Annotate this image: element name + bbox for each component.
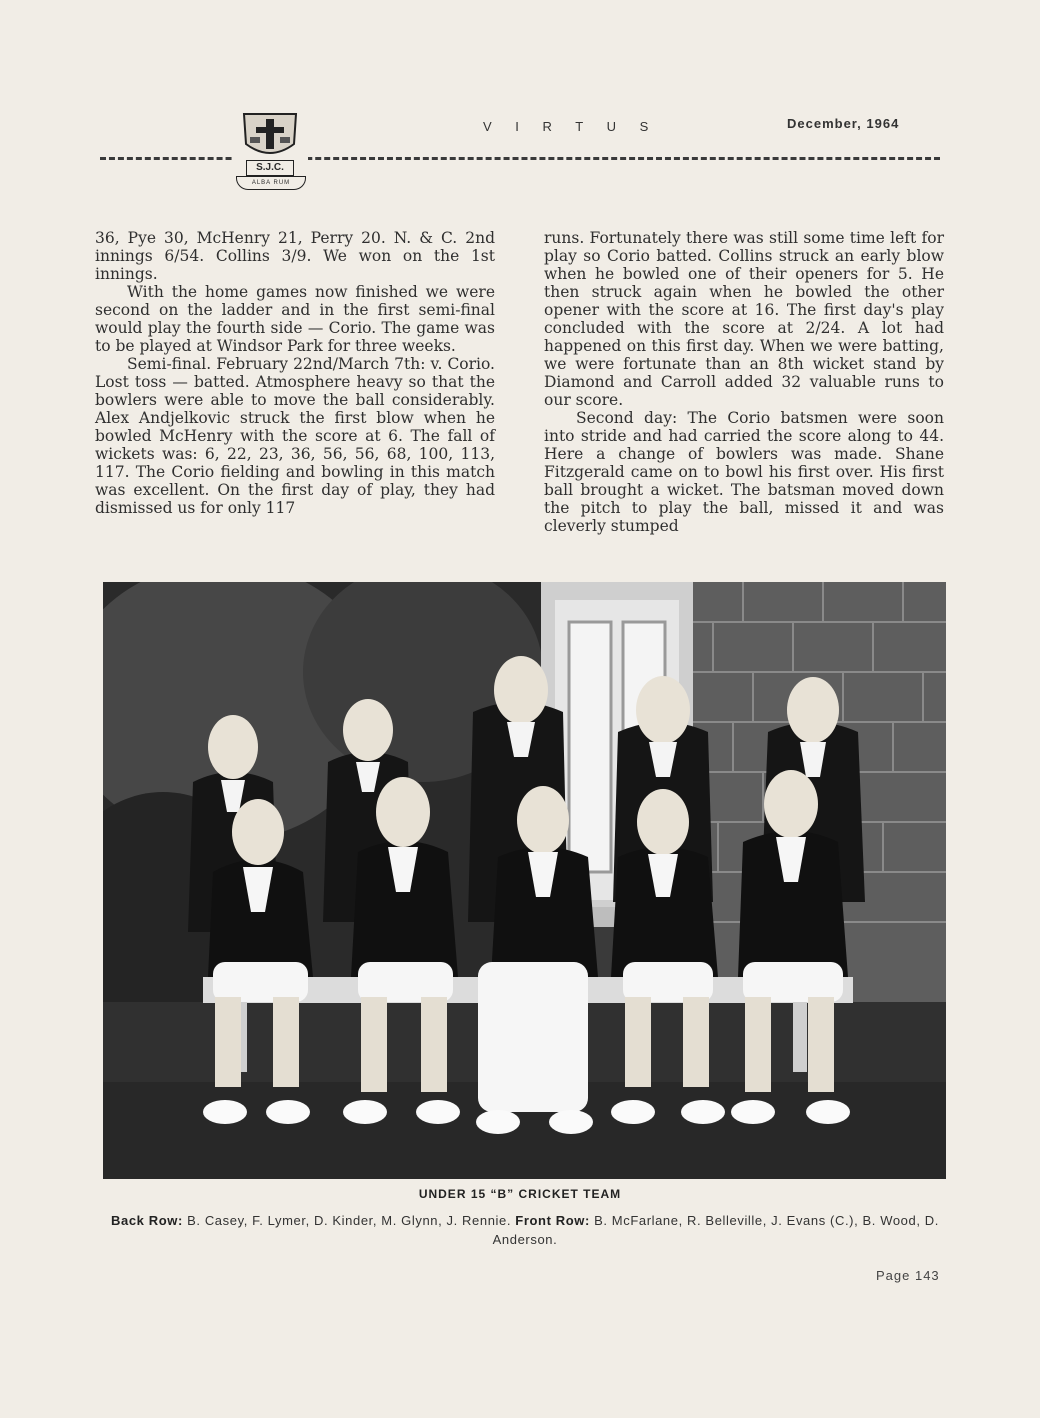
caption-title: UNDER 15 “B” CRICKET TEAM — [418, 1187, 622, 1201]
photo-caption — [100, 1211, 950, 1249]
right-column — [544, 229, 944, 535]
shield-icon — [232, 110, 308, 162]
issue-date: December, 1964 — [787, 116, 900, 131]
paragraph: With the home games now finished we were second on the ladder and in the first semi-final would play the fourth side — Corio. The game was to be played at Windsor Park for three weeks. — [95, 283, 495, 355]
crest-label: S.J.C. — [246, 160, 294, 176]
left-column — [95, 229, 495, 517]
running-title: V I R T U S — [483, 119, 659, 134]
paragraph: Semi-final. February 22nd/March 7th: v. Corio. Lost toss — batted. Atmosphere heavy so that the bowlers were able to move the ball considerably. Alex Andjelkovic struck the first blow when he bowled McHenry with the score at 6. The fall of wickets was: 6, 22, 23, 36, 56, 56, 68, 100, 113, 117. The Corio fielding and bowling in this match was excellent. On the first day of play, they had dismissed us for only 117 — [95, 355, 495, 517]
paragraph: 36, Pye 30, McHenry 21, Perry 20. N. & C. 2nd innings 6/54. Collins 3/9. We won on the 1st innings. — [95, 229, 495, 283]
team-photo — [103, 582, 946, 1179]
front-row-label: Front Row: — [515, 1213, 590, 1228]
page-number: Page 143 — [876, 1268, 940, 1283]
school-crest-icon — [232, 110, 308, 192]
back-row-label: Back Row: — [111, 1213, 183, 1228]
front-row-names: B. McFarlane, R. Belleville, J. Evans (C.), B. Wood, D. Anderson. — [492, 1213, 939, 1247]
back-row-names: B. Casey, F. Lymer, D. Kinder, M. Glynn, J. Rennie. — [187, 1213, 512, 1228]
header-rule — [100, 157, 940, 160]
paragraph: Second day: The Corio batsmen were soon into stride and had carried the score along to 44. Here a change of bowlers was made. Shane Fitzgerald came on to bowl his first over. His first ball brought a wicket. The batsman moved down the pitch to play the ball, missed it and was cleverly stumped — [544, 409, 944, 535]
paragraph: runs. Fortunately there was still some time left for play so Corio batted. Collins struck an early blow when he bowled one of their openers for 5. He then struck again when he bowled the other opener with the score at 16. The first day's play concluded with the score at 2/24. A lot had happened on this first day. When we were batting, we were fortunate than an 8th wicket stand by Diamond and Carroll added 32 valuable runs to our score. — [544, 229, 944, 409]
crest-motto: ALBA RUM — [236, 176, 306, 190]
